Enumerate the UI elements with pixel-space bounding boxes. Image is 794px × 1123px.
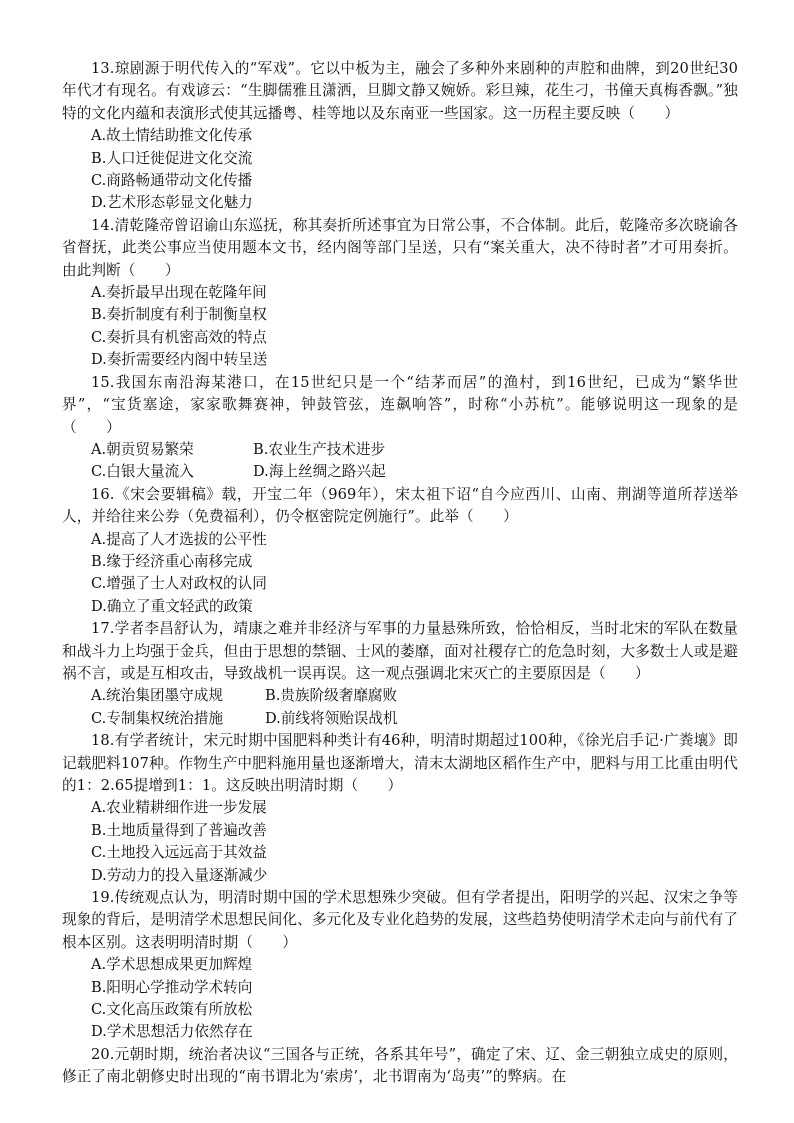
option-list [62, 685, 738, 730]
option-c: C.专制集权统治措施 [91, 709, 224, 727]
option-list [62, 529, 738, 619]
option-row [91, 439, 738, 461]
option-b: B.贵族阶级奢靡腐败 [265, 687, 398, 705]
question-14 [62, 215, 738, 372]
option-a: A.农业精耕细作进一步发展 [91, 799, 267, 817]
option-row [91, 685, 738, 707]
option-list [62, 954, 738, 1044]
option-d: D.海上丝绸之路兴起 [253, 463, 386, 481]
question-18 [62, 730, 738, 887]
option-a: A.提高了人才选拔的公平性 [91, 530, 267, 548]
option-b: B.奏折制度有利于制衡皇权 [91, 306, 267, 324]
exam-page [62, 58, 738, 1089]
option-list [62, 797, 738, 887]
option-a: A.奏折最早出现在乾隆年间 [91, 284, 267, 302]
question-stem: 20.元朝时期，统治者决议“三国各与正统，各系其年号”，确定了宋、辽、金三朝独立成史的原则，修正了南北朝修史时出现的“南书谓北为‘索虏’，北书谓南为‘岛夷’”的弊病。在 [62, 1045, 738, 1086]
option-b: B.缘于经济重心南移完成 [91, 552, 253, 570]
question-20 [62, 1044, 738, 1089]
option-row [91, 708, 738, 730]
option-d: D.学术思想活力依然存在 [91, 1023, 253, 1041]
option-a: A.学术思想成果更加辉煌 [91, 956, 253, 974]
option-c: C.奏折具有机密高效的特点 [91, 328, 267, 346]
option-c: C.商路畅通带动文化传播 [91, 172, 253, 190]
option-d: D.确立了重文轻武的政策 [91, 597, 253, 615]
option-row [91, 461, 738, 483]
option-list [62, 282, 738, 372]
option-b: B.人口迁徙促进文化交流 [91, 149, 253, 167]
question-19 [62, 887, 738, 1044]
question-stem: 18.有学者统计，宋元时期中国肥料种类计有46种，明清时期超过100种，《徐光启手记·广粪壤》即记载肥料107种。作物生产中肥料施用量也逐渐增大，清末太湖地区稻作生产中，肥料与用工比重由明代的1：2.65提增到1：1。这反映出明清时期（ ） [62, 732, 738, 794]
option-c: C.文化高压政策有所放松 [91, 1001, 253, 1019]
question-17 [62, 618, 738, 730]
question-stem: 17.学者李昌舒认为，靖康之难并非经济与军事的力量悬殊所致，恰恰相反，当时北宋的军队在数量和战斗力上均强于金兵，但由于思想的禁锢、士风的萎靡，面对社稷存亡的危急时刻，大多数士人或是避祸不言，或是互相攻击，导致战机一误再误。这一观点强调北宋灭亡的主要原因是（ ） [62, 620, 738, 682]
option-a: A.统治集团墨守成规 [91, 687, 223, 705]
question-stem: 15.我国东南沿海某港口，在15世纪只是一个“结茅而居”的渔村，到16世纪，已成为“繁华世界”，“宝货塞途，家家歌舞赛神，钟鼓管弦，连飙响答”，时称“小苏杭”。能够说明这一现象的是（ ） [62, 373, 738, 436]
option-d: D.劳动力的投入量逐渐减少 [91, 866, 268, 884]
option-b: B.农业生产技术进步 [253, 440, 386, 458]
option-b: B.阳明心学推动学术转向 [91, 978, 253, 996]
option-c: C.白银大量流入 [91, 463, 194, 481]
option-c: C.增强了士人对政权的认同 [91, 575, 267, 593]
question-stem: 19.传统观点认为，明清时期中国的学术思想殊少突破。但有学者提出，阳明学的兴起、汉宋之争等现象的背后，是明清学术思想民间化、多元化及专业化趋势的发展，这些趋势使明清学术走向与前代有了根本区别。这表明明清时期（ ） [62, 889, 738, 951]
option-list [62, 439, 738, 484]
option-d: D.奏折需要经内阁中转呈送 [91, 351, 268, 369]
option-d: D.艺术形态彰显文化魅力 [91, 194, 253, 212]
question-stem: 16.《宋会要辑稿》载，开宝二年（969年），宋太祖下诏“自今应西川、山南、荆湖等道所荐送举人，并给往来公券（免费福利），仍令枢密院定例施行”。此举（ ） [62, 485, 738, 526]
option-a: A.朝贡贸易繁荣 [91, 440, 194, 458]
option-d: D.前线将领贻误战机 [265, 709, 398, 727]
question-16 [62, 484, 738, 618]
question-stem: 13.琼剧源于明代传入的“军戏”。它以中板为主，融会了多种外来剧种的声腔和曲牌，到20世纪30年代才有现名。有戏谚云：“生脚儒雅且潇洒，旦脚文静又婉娇。彩旦辣，花生刁，书僮天真梅香飘。”独特的文化内蕴和表演形式使其远播粤、桂等地以及东南亚一些国家。这一历程主要反映（ ） [62, 60, 738, 122]
option-c: C.土地投入远远高于其效益 [91, 844, 267, 862]
option-a: A.故土情结助推文化传承 [91, 127, 253, 145]
question-13 [62, 58, 738, 215]
option-b: B.土地质量得到了普遍改善 [91, 821, 267, 839]
question-stem: 14.清乾隆帝曾诏谕山东巡抚，称其奏折所述事宜为日常公事，不合体制。此后，乾隆帝多次晓谕各省督抚，此类公事应当使用题本文书，经内阁等部门呈送，只有“案关重大，决不待时者”才可用奏折。由此判断（ ） [62, 216, 738, 279]
option-list [62, 125, 738, 215]
question-15 [62, 372, 738, 484]
